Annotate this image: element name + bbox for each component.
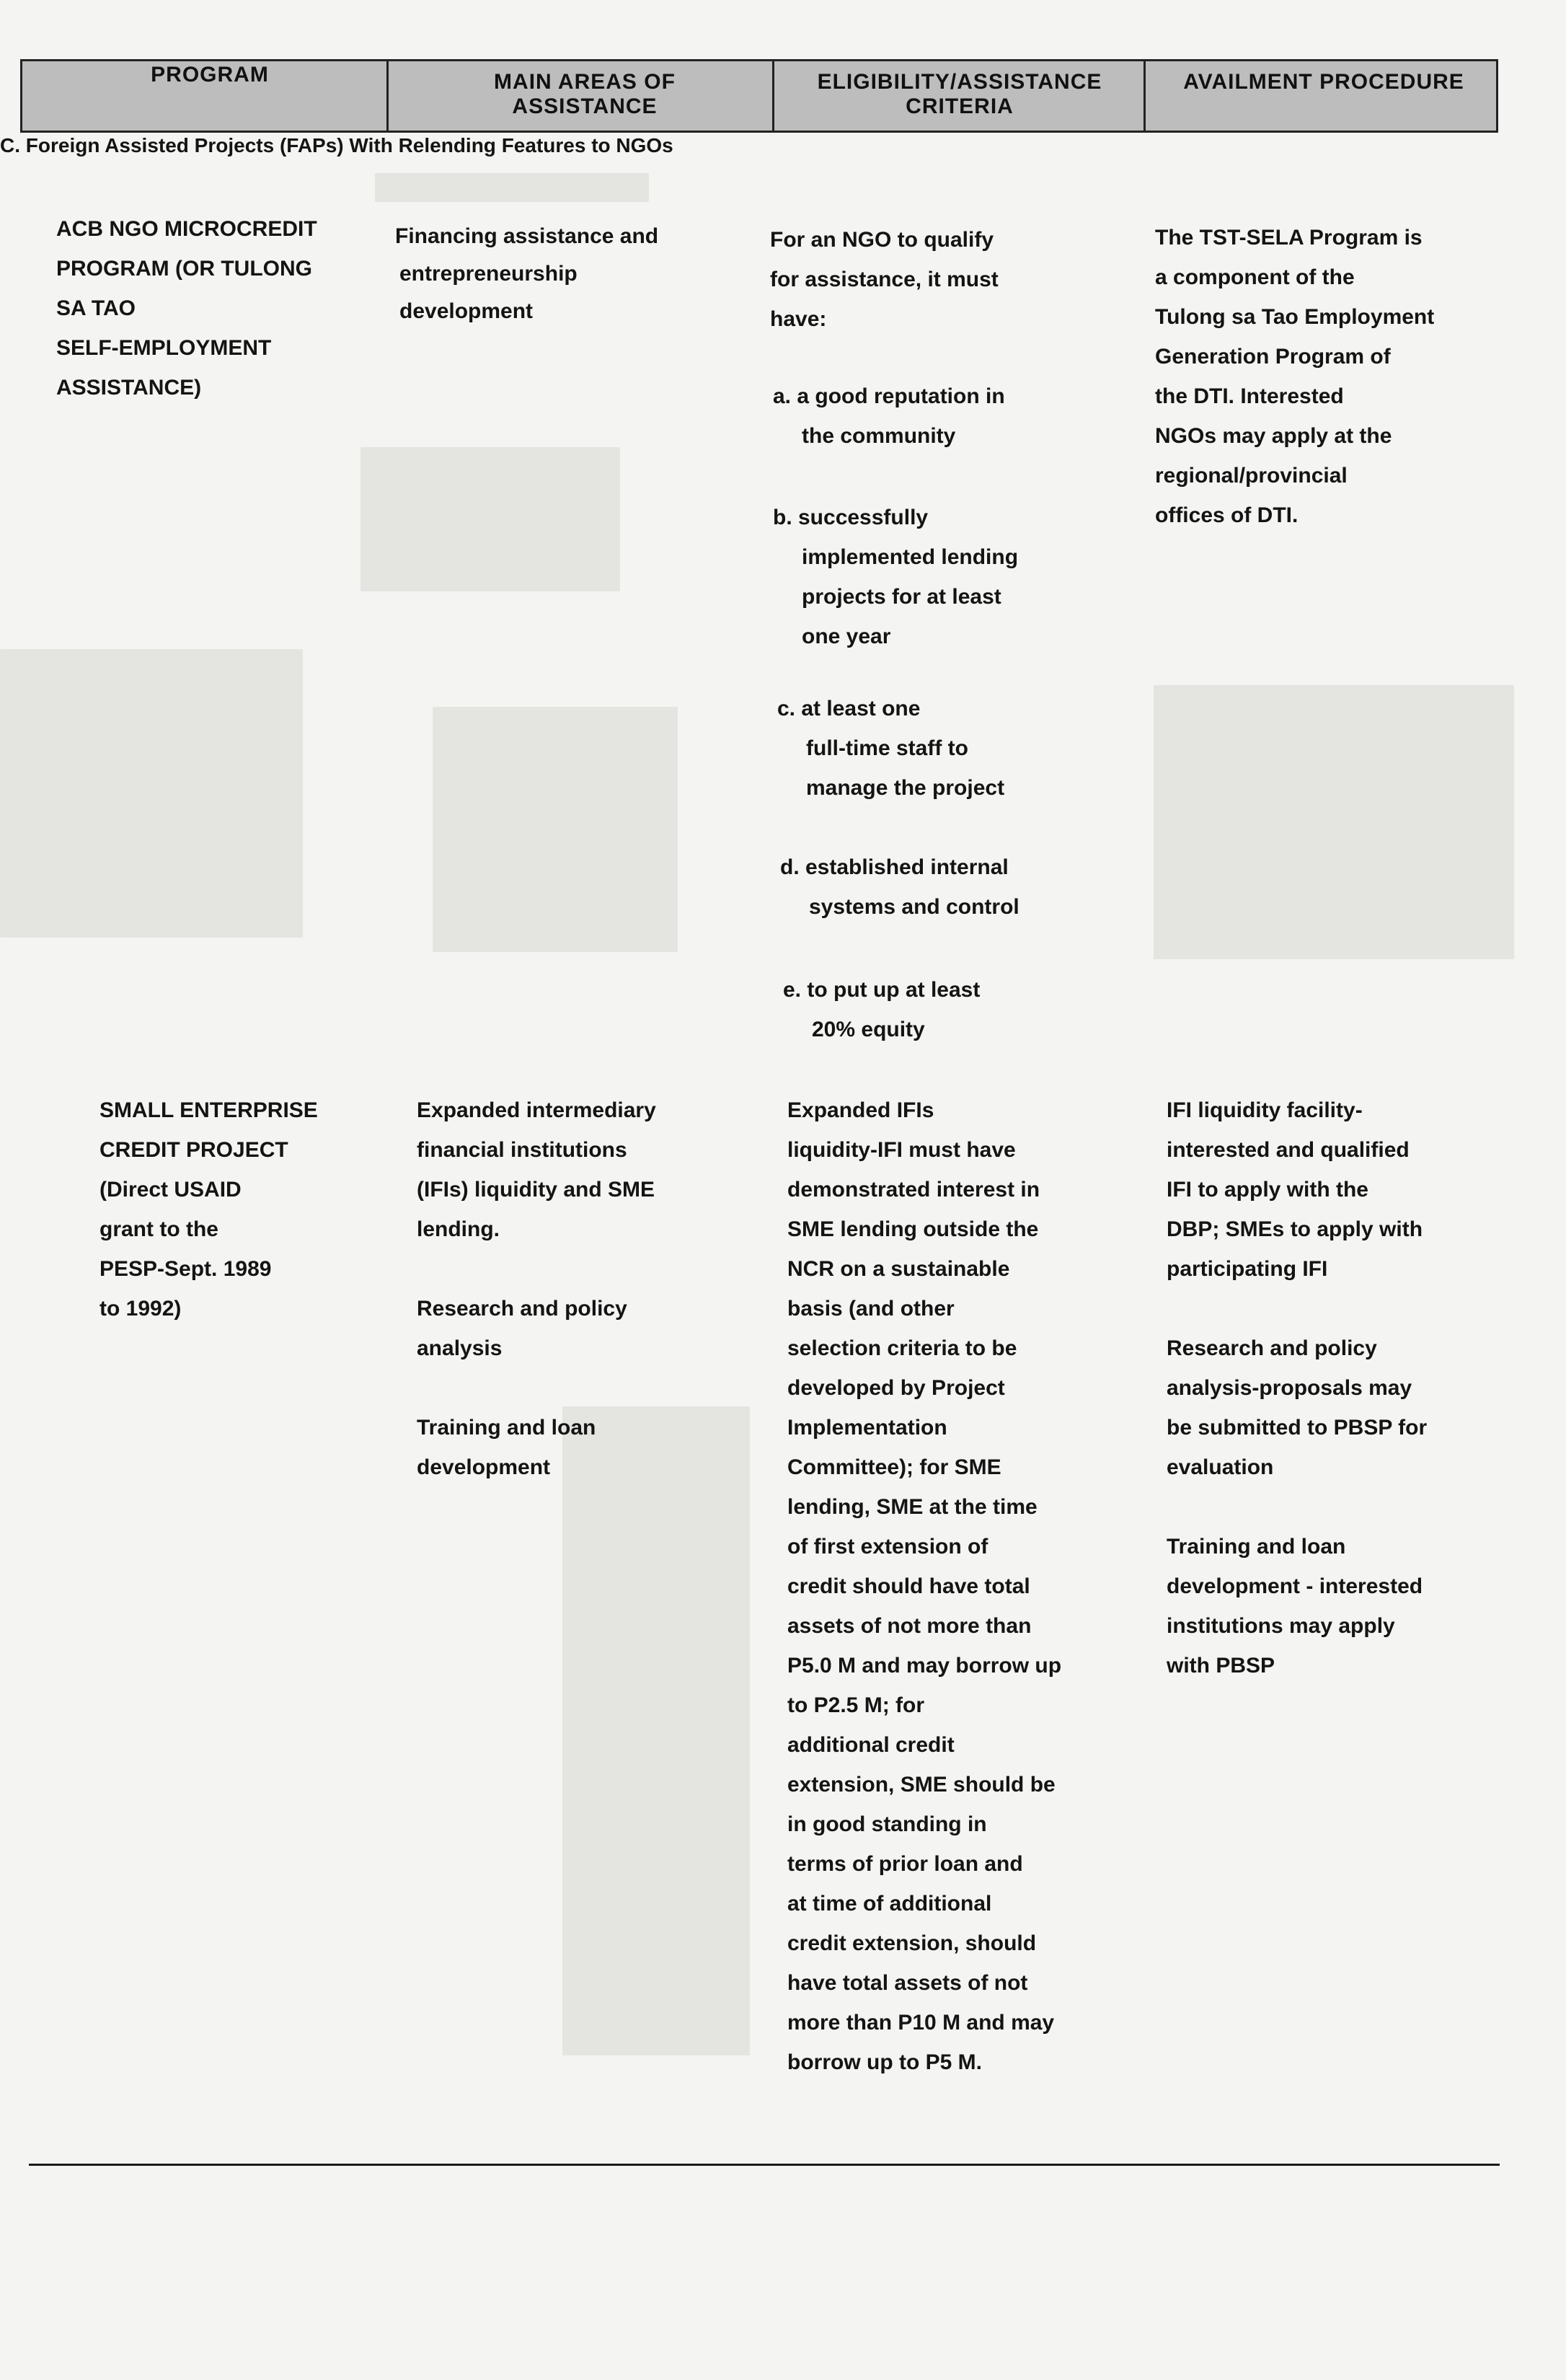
criteria-line: credit should have total <box>787 1574 1030 1598</box>
scan-noise <box>375 173 649 202</box>
header-eligibility <box>779 70 1140 139</box>
availment-line: Research and policy <box>1167 1336 1377 1360</box>
criteria-line: d. established internal <box>780 855 1009 879</box>
area-line: development <box>399 299 534 323</box>
criteria-line: implemented lending <box>802 545 1019 569</box>
program-line: PROGRAM (OR TULONG <box>56 257 312 281</box>
area-line: (IFIs) liquidity and SME <box>417 1178 655 1202</box>
header-availment: AVAILMENT PROCEDURE <box>1183 70 1464 94</box>
criteria-line: liquidity-IFI must have <box>787 1138 1016 1162</box>
criteria-line: at time of additional <box>787 1892 992 1916</box>
availment-item <box>1167 1328 1427 1487</box>
program-line: to 1992) <box>99 1297 182 1321</box>
availment-line: interested and qualified <box>1167 1138 1410 1162</box>
criteria-line: NCR on a sustainable <box>787 1257 1010 1281</box>
availment-line: IFI to apply with the <box>1167 1178 1368 1202</box>
row1-criteria <box>770 220 999 339</box>
row2-criteria <box>787 1090 1061 2082</box>
availment-line: the DTI. Interested <box>1155 384 1344 408</box>
area-line: Expanded intermediary <box>417 1098 656 1122</box>
scan-noise <box>0 649 303 938</box>
area-line: analysis <box>417 1336 503 1360</box>
row1-main-areas <box>395 218 658 330</box>
criteria-line: developed by Project <box>787 1376 1005 1400</box>
availment-line: with PBSP <box>1167 1654 1275 1678</box>
row2-program <box>99 1090 318 1328</box>
criteria-line: a. a good reputation in <box>773 384 1005 408</box>
header-program: PROGRAM <box>151 63 269 87</box>
criteria-line: have: <box>770 307 827 331</box>
availment-line: development - interested <box>1167 1574 1423 1598</box>
availment-item <box>1167 1090 1427 1289</box>
criteria-line: manage the project <box>806 776 1005 800</box>
criteria-line: 20% equity <box>812 1018 925 1041</box>
criteria-line: projects for at least <box>802 585 1001 609</box>
availment-line: institutions may apply <box>1167 1614 1395 1638</box>
criteria-line: For an NGO to qualify <box>770 228 994 252</box>
header-divider <box>772 61 774 131</box>
scan-noise <box>1154 685 1514 959</box>
criteria-line: Committee); for SME <box>787 1455 1001 1479</box>
criteria-item-a <box>773 376 1005 456</box>
row2-availment <box>1167 1090 1427 1725</box>
program-line: CREDIT PROJECT <box>99 1138 288 1162</box>
availment-line: participating IFI <box>1167 1257 1328 1281</box>
criteria-line: assets of not more than <box>787 1614 1032 1638</box>
criteria-line: selection criteria to be <box>787 1336 1017 1360</box>
program-line: SA TAO <box>56 296 136 320</box>
area-item <box>417 1090 656 1249</box>
criteria-line: borrow up to P5 M. <box>787 2050 982 2074</box>
header-eligibility-line2: CRITERIA <box>906 94 1014 118</box>
area-line: Training and loan <box>417 1416 596 1440</box>
program-line: grant to the <box>99 1217 218 1241</box>
header-divider <box>1143 61 1146 131</box>
criteria-line: full-time staff to <box>806 736 968 760</box>
criteria-line: Expanded IFIs <box>787 1098 934 1122</box>
area-line: Research and policy <box>417 1297 627 1321</box>
scan-noise <box>433 707 678 952</box>
row2-main-areas <box>417 1090 656 1527</box>
row1-program <box>56 209 317 407</box>
availment-line: Tulong sa Tao Employment <box>1155 305 1435 329</box>
area-line: development <box>417 1455 551 1479</box>
table-header <box>20 59 1498 133</box>
area-line: entrepreneurship <box>399 262 578 286</box>
section-title: C. Foreign Assisted Projects (FAPs) With Relending Features to NGOs <box>0 134 673 157</box>
criteria-line: systems and control <box>809 895 1019 919</box>
bottom-rule <box>29 2164 1500 2166</box>
criteria-line: credit extension, should <box>787 1931 1037 1955</box>
area-line: lending. <box>417 1217 500 1241</box>
criteria-line: one year <box>802 625 891 648</box>
availment-line: analysis-proposals may <box>1167 1376 1412 1400</box>
criteria-line: b. successfully <box>773 506 929 529</box>
criteria-item-e <box>783 970 980 1049</box>
availment-line: regional/provincial <box>1155 464 1348 488</box>
criteria-line: the community <box>802 424 956 448</box>
availment-line: a component of the <box>1155 265 1355 289</box>
program-line: PESP-Sept. 1989 <box>99 1257 272 1281</box>
availment-line: IFI liquidity facility- <box>1167 1098 1363 1122</box>
availment-line: The TST-SELA Program is <box>1155 226 1423 250</box>
availment-item <box>1167 1527 1427 1685</box>
criteria-item-d <box>780 847 1019 927</box>
availment-line: NGOs may apply at the <box>1155 424 1392 448</box>
availment-line: Training and loan <box>1167 1535 1346 1559</box>
criteria-item-c <box>777 689 1004 808</box>
availment-line: evaluation <box>1167 1455 1274 1479</box>
area-line: Financing assistance and <box>395 224 659 248</box>
criteria-line: SME lending outside the <box>787 1217 1039 1241</box>
criteria-line: lending, SME at the time <box>787 1495 1038 1519</box>
header-divider <box>386 61 389 131</box>
availment-line: be submitted to PBSP for <box>1167 1416 1428 1440</box>
criteria-line: e. to put up at least <box>783 978 981 1002</box>
criteria-line: demonstrated interest in <box>787 1178 1040 1202</box>
program-line: SELF-EMPLOYMENT <box>56 336 272 360</box>
header-main-areas <box>404 70 765 139</box>
row1-availment <box>1155 218 1434 535</box>
program-line: ACB NGO MICROCREDIT <box>56 217 317 241</box>
header-main-areas-line2: ASSISTANCE <box>512 94 658 118</box>
header-main-areas-line1: MAIN AREAS OF <box>494 70 676 94</box>
area-item <box>417 1289 656 1368</box>
criteria-line: terms of prior loan and <box>787 1852 1023 1876</box>
criteria-line: additional credit <box>787 1733 955 1757</box>
availment-line: Generation Program of <box>1155 345 1391 369</box>
criteria-line: more than P10 M and may <box>787 2011 1055 2035</box>
criteria-line: Implementation <box>787 1416 947 1440</box>
criteria-line: for assistance, it must <box>770 268 999 291</box>
criteria-line: of first extension of <box>787 1535 988 1559</box>
criteria-line: extension, SME should be <box>787 1773 1056 1797</box>
scan-noise <box>360 447 620 591</box>
program-line: SMALL ENTERPRISE <box>99 1098 318 1122</box>
area-line: financial institutions <box>417 1138 627 1162</box>
criteria-line: have total assets of not <box>787 1971 1028 1995</box>
criteria-line: to P2.5 M; for <box>787 1693 925 1717</box>
header-eligibility-line1: ELIGIBILITY/ASSISTANCE <box>817 70 1102 94</box>
availment-line: offices of DTI. <box>1155 503 1299 527</box>
program-line: ASSISTANCE) <box>56 376 202 400</box>
criteria-line: in good standing in <box>787 1812 987 1836</box>
program-line: (Direct USAID <box>99 1178 242 1202</box>
criteria-item-b <box>773 498 1018 656</box>
availment-line: DBP; SMEs to apply with <box>1167 1217 1423 1241</box>
criteria-line: P5.0 M and may borrow up <box>787 1654 1062 1678</box>
criteria-line: c. at least one <box>777 697 921 720</box>
area-item <box>417 1408 656 1487</box>
criteria-line: basis (and other <box>787 1297 955 1321</box>
